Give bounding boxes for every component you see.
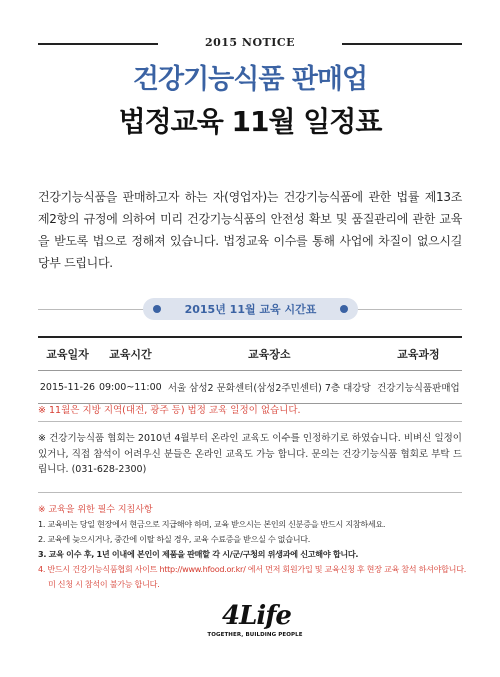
online-notice: ※ 건강기능식품 협회는 2010년 4월부터 온라인 교육도 이수를 인정하기로 하였습니다. 비벼신 일정이 있거나, 직접 참석이 어려우신 분들은 온라인 교육도 가능 합니다. 문의는 건강기능식품 협회로 부탁 드립니다. (031-628-2300)	[38, 433, 462, 475]
divider	[38, 421, 462, 422]
guide-item: 4. 반드시 건강기능식품협회 사이트 http://www.hfood.or.kr/ 에서 먼저 회원가입 및 교육신청 후 현장 교육 참석 하셔야합니다.	[38, 564, 466, 574]
guide-list	[38, 517, 468, 592]
guide-title: ※ 교육을 위한 필수 지침사항	[38, 505, 153, 515]
table-cell-course: 건강기능식품판매업	[375, 371, 462, 404]
guide-item: 2. 교육에 늦으시거나, 중간에 이탈 하실 경우, 교육 수료증을 받으실 수 없습니다.	[38, 534, 311, 544]
guide-item: 3. 교육 이수 후, 1년 이내에 본인이 제품을 판매할 각 시/군/구청의 위생과에 신고해야 합니다.	[38, 549, 359, 559]
table-cell-time: 09:00~11:00	[97, 371, 164, 404]
column-header: 교육일자	[38, 337, 97, 371]
column-header: 교육장소	[164, 337, 375, 371]
warning-text: ※ 11월은 지방 지역(대전, 광주 등) 법정 교육 일정이 없습니다.	[38, 405, 301, 416]
notice-bar	[38, 37, 462, 49]
table-row	[38, 371, 462, 404]
divider	[38, 492, 462, 493]
title-line1: 건강기능식품 판매업	[132, 64, 368, 95]
logo-tagline: TOGETHER, BUILDING PEOPLE	[207, 632, 303, 638]
schedule-heading-text: 2015년 11월 교육 시간표	[184, 303, 317, 316]
table-cell-date: 2015-11-26	[38, 371, 97, 404]
bullet-dot-icon	[340, 305, 348, 313]
guide-item: 미 신청 시 참석이 불가능 합니다.	[48, 579, 160, 589]
table-cell-place: 서울 삼성2 문화센터(삼성2주민센터) 7층 대강당	[164, 371, 375, 404]
table-header-row	[38, 337, 462, 371]
schedule-heading	[143, 298, 358, 320]
divider	[342, 43, 462, 45]
company-logo	[200, 601, 310, 651]
intro-paragraph: 건강기능식품을 판매하고자 하는 자(영업자)는 건강기능식품에 관한 법률 제13조 제2항의 규정에 의하여 미리 건강기능식품의 안전성 확보 및 품질관리에 관한 교육을 받도록 법으로 정해져 있습니다. 법정교육 이수를 통해 사업에 차질이 없으시길 당부 드립니다.	[38, 190, 462, 270]
schedule-table	[38, 336, 462, 404]
title-line2: 법정교육 11월 일정표	[118, 105, 382, 138]
notice-label: 2015 NOTICE	[204, 36, 296, 49]
column-header: 교육과정	[375, 337, 462, 371]
guide-item: 1. 교육비는 당일 현장에서 현금으로 지급해야 하며, 교육 받으시는 본인의 신분증을 반드시 지참하세요.	[38, 519, 386, 529]
column-header: 교육시간	[97, 337, 164, 371]
logo-mark: 4Life	[222, 601, 291, 631]
bullet-dot-icon	[153, 305, 161, 313]
